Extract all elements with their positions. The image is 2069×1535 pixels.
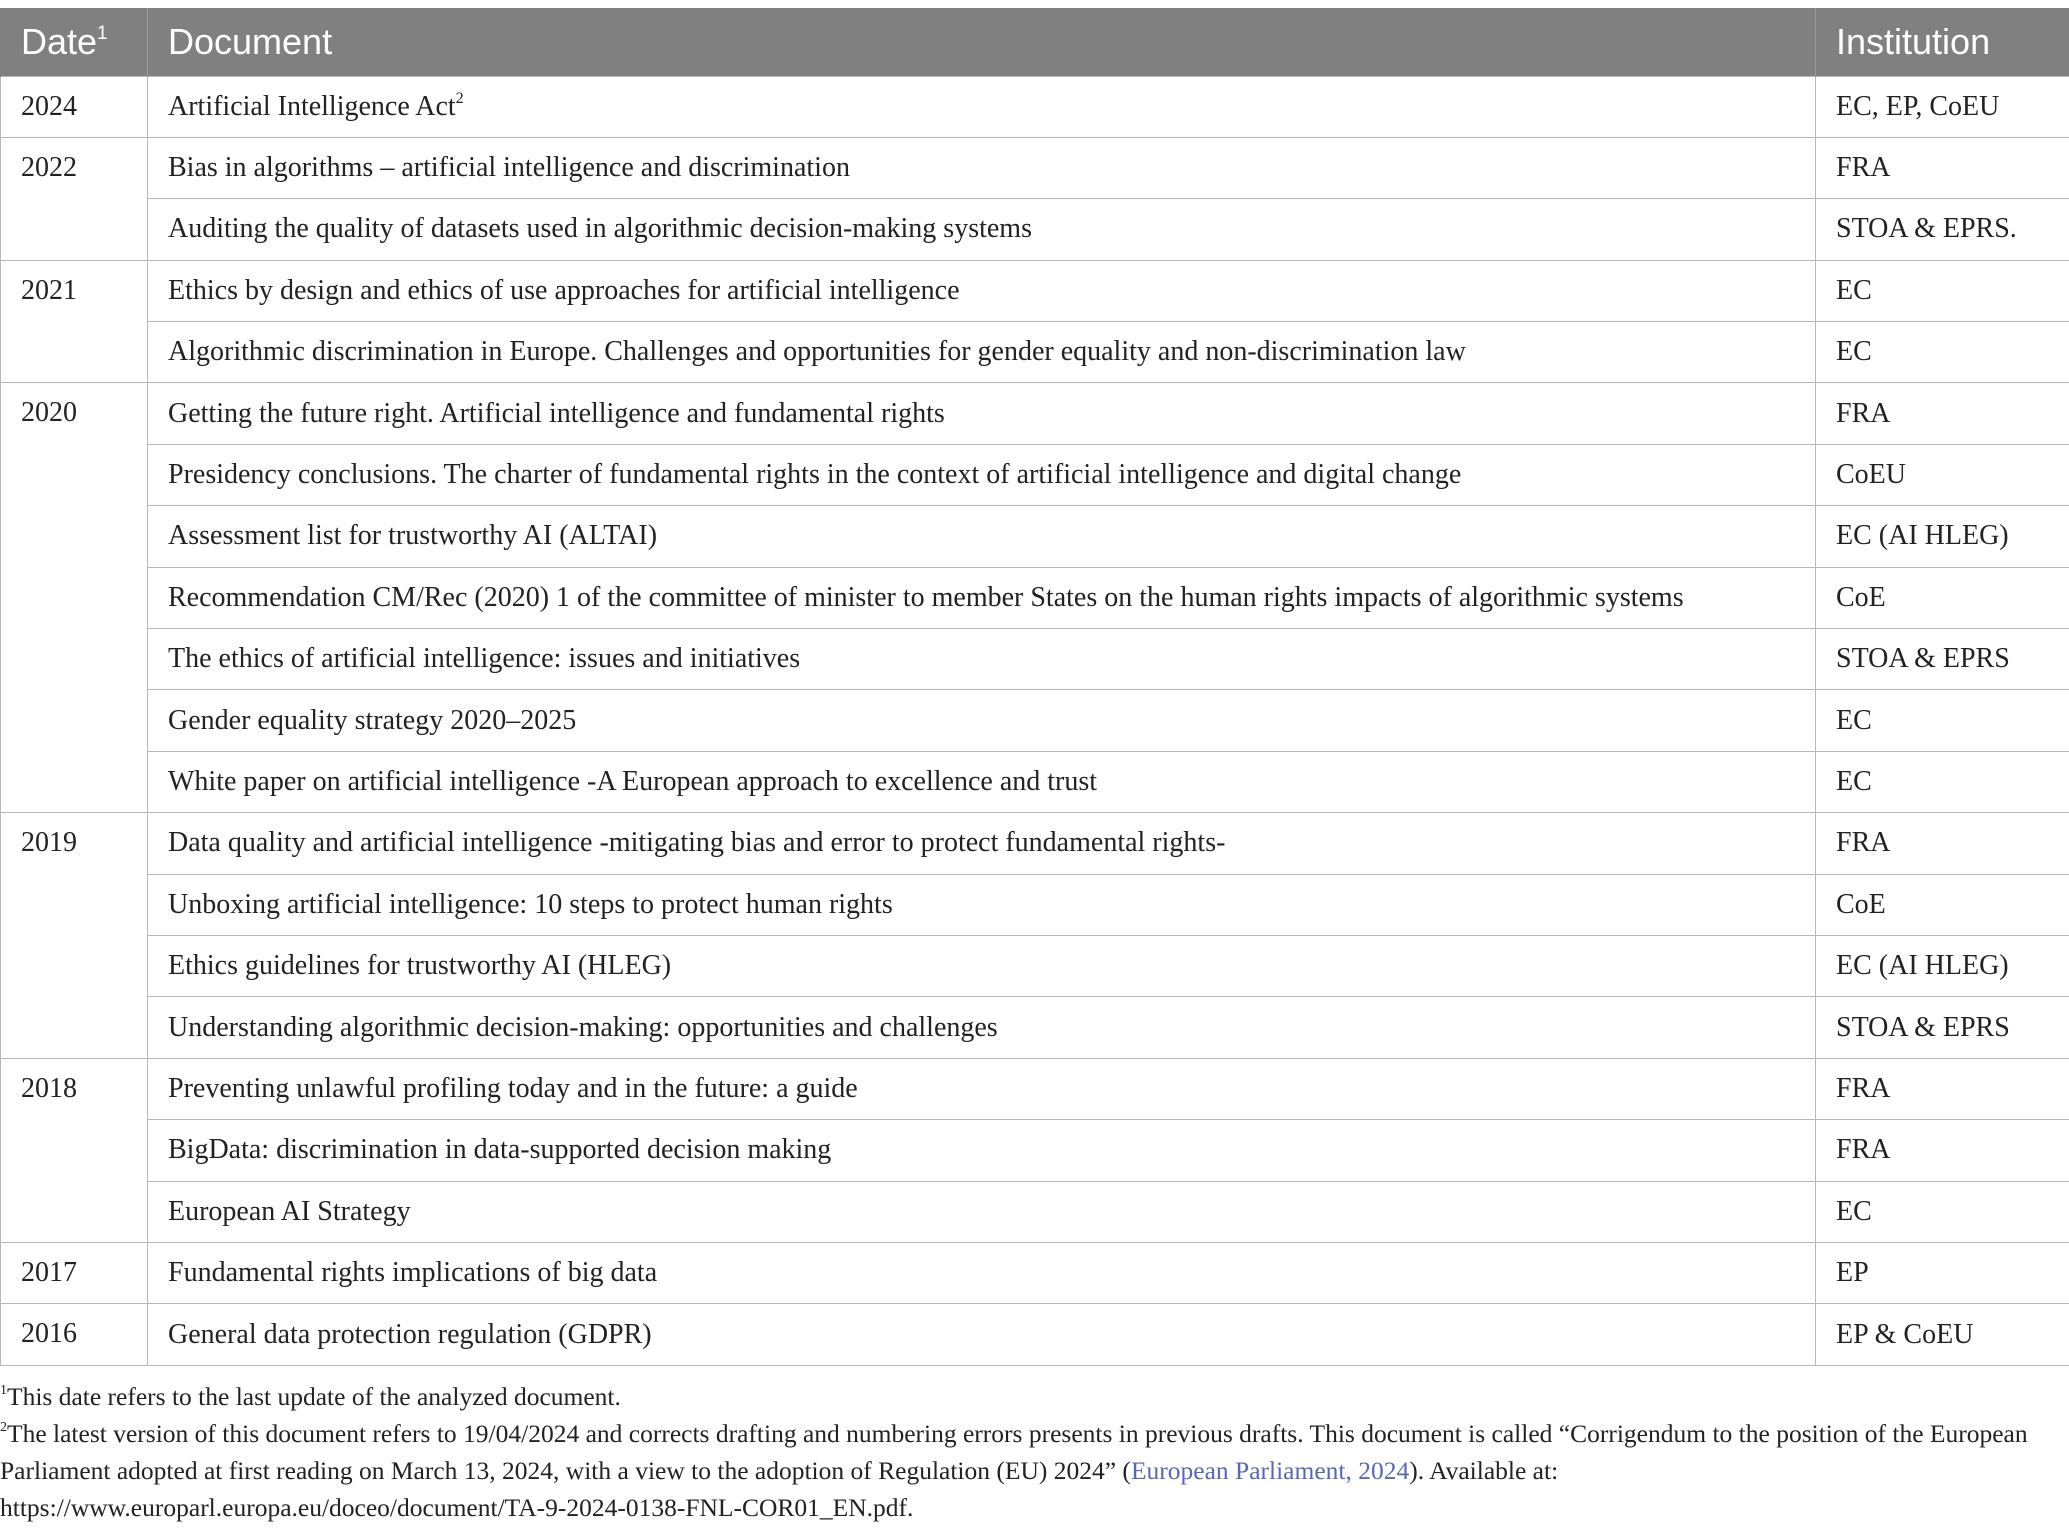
document-title: Ethics by design and ethics of use approaches for artificial intelligence bbox=[168, 274, 960, 306]
document-title: The ethics of artificial intelligence: issues and initiatives bbox=[168, 643, 801, 675]
document-cell bbox=[148, 1058, 1816, 1119]
table-row bbox=[1, 322, 2069, 383]
institution-cell: STOA & EPRS bbox=[1816, 629, 2069, 690]
document-cell bbox=[148, 751, 1816, 812]
table-row bbox=[1, 137, 2069, 198]
document-cell bbox=[148, 1242, 1816, 1303]
document-title: Algorithmic discrimination in Europe. Challenges and opportunities for gender equality and non-discrimination law bbox=[168, 336, 1466, 368]
document-title: Assessment list for trustworthy AI (ALTAI) bbox=[168, 520, 658, 552]
document-cell bbox=[148, 199, 1816, 260]
table-row bbox=[1, 935, 2069, 996]
document-cell bbox=[148, 997, 1816, 1058]
header-institution: Institution bbox=[1816, 8, 2069, 76]
table-row bbox=[1, 567, 2069, 628]
document-cell bbox=[148, 567, 1816, 628]
institution-cell: FRA bbox=[1816, 383, 2069, 444]
documents-table bbox=[0, 8, 2069, 1366]
table-row bbox=[1, 506, 2069, 567]
institution-cell: FRA bbox=[1816, 1120, 2069, 1181]
footnote-2-marker: 2 bbox=[0, 1419, 7, 1435]
institution-cell: EC, EP, CoEU bbox=[1816, 76, 2069, 137]
table-row bbox=[1, 690, 2069, 751]
document-cell bbox=[148, 874, 1816, 935]
document-cell bbox=[148, 383, 1816, 444]
document-cell bbox=[148, 444, 1816, 505]
document-title: Artificial Intelligence Act bbox=[168, 90, 456, 122]
document-title: Preventing unlawful profiling today and in the future: a guide bbox=[168, 1072, 858, 1104]
document-title: White paper on artificial intelligence -A European approach to excellence and trust bbox=[168, 765, 1098, 797]
document-cell bbox=[148, 76, 1816, 137]
table-row bbox=[1, 874, 2069, 935]
year-cell: 2016 bbox=[1, 1304, 148, 1365]
document-cell bbox=[148, 813, 1816, 874]
institution-cell: CoE bbox=[1816, 874, 2069, 935]
document-cell bbox=[148, 935, 1816, 996]
table-header bbox=[1, 8, 2069, 76]
document-cell bbox=[148, 137, 1816, 198]
table-row bbox=[1, 629, 2069, 690]
year-cell: 2019 bbox=[1, 813, 148, 1059]
document-footnote-marker: 2 bbox=[455, 89, 464, 107]
document-cell bbox=[148, 322, 1816, 383]
table-row bbox=[1, 1181, 2069, 1242]
document-cell bbox=[148, 1120, 1816, 1181]
document-cell bbox=[148, 629, 1816, 690]
document-cell bbox=[148, 1181, 1816, 1242]
year-cell: 2021 bbox=[1, 260, 148, 383]
institution-cell: FRA bbox=[1816, 1058, 2069, 1119]
table-row bbox=[1, 260, 2069, 321]
institution-cell: FRA bbox=[1816, 813, 2069, 874]
footnote-1-text: This date refers to the last update of the analyzed document. bbox=[7, 1381, 621, 1411]
footnote-2-citation-link[interactable]: European Parliament, 2024 bbox=[1130, 1455, 1410, 1485]
document-title: Data quality and artificial intelligence -mitigating bias and error to protect fundamental rights- bbox=[168, 827, 1226, 859]
document-title: BigData: discrimination in data-supported decision making bbox=[168, 1134, 832, 1166]
table-row bbox=[1, 997, 2069, 1058]
institution-cell: EC bbox=[1816, 260, 2069, 321]
document-title: Presidency conclusions. The charter of fundamental rights in the context of artificial intelligence and digital change bbox=[168, 459, 1462, 491]
year-cell: 2018 bbox=[1, 1058, 148, 1242]
table-row bbox=[1, 813, 2069, 874]
document-title: European AI Strategy bbox=[168, 1195, 411, 1227]
header-date-footnote-marker: 1 bbox=[97, 22, 108, 44]
document-title: Unboxing artificial intelligence: 10 steps to protect human rights bbox=[168, 888, 893, 920]
year-cell: 2024 bbox=[1, 76, 148, 137]
document-cell bbox=[148, 506, 1816, 567]
document-cell bbox=[148, 1304, 1816, 1365]
document-title: Fundamental rights implications of big data bbox=[168, 1257, 658, 1289]
footnote-1 bbox=[0, 1378, 2065, 1415]
year-cell: 2020 bbox=[1, 383, 148, 813]
table-row bbox=[1, 383, 2069, 444]
institution-cell: EC (AI HLEG) bbox=[1816, 506, 2069, 567]
table-row bbox=[1, 751, 2069, 812]
document-title: Ethics guidelines for trustworthy AI (HLEG) bbox=[168, 950, 672, 982]
table-row bbox=[1, 1304, 2069, 1365]
institution-cell: EP bbox=[1816, 1242, 2069, 1303]
document-title: Recommendation CM/Rec (2020) 1 of the committee of minister to member States on the human rights impacts of algorithmic systems bbox=[168, 581, 1684, 613]
document-title: Getting the future right. Artificial intelligence and fundamental rights bbox=[168, 397, 945, 429]
institution-cell: EP & CoEU bbox=[1816, 1304, 2069, 1365]
header-document: Document bbox=[148, 8, 1816, 76]
header-date-label: Date bbox=[21, 20, 98, 62]
header-row bbox=[1, 8, 2069, 76]
table-row bbox=[1, 1058, 2069, 1119]
institution-cell: EC bbox=[1816, 690, 2069, 751]
document-title: Auditing the quality of datasets used in algorithmic decision-making systems bbox=[168, 213, 1032, 245]
institution-cell: CoEU bbox=[1816, 444, 2069, 505]
document-title: General data protection regulation (GDPR) bbox=[168, 1318, 652, 1350]
institution-cell: EC (AI HLEG) bbox=[1816, 935, 2069, 996]
table-row bbox=[1, 199, 2069, 260]
institution-cell: EC bbox=[1816, 1181, 2069, 1242]
institution-cell: FRA bbox=[1816, 137, 2069, 198]
year-cell: 2022 bbox=[1, 137, 148, 260]
footnote-1-marker: 1 bbox=[0, 1382, 7, 1398]
year-cell: 2017 bbox=[1, 1242, 148, 1303]
footnote-2-text-before: The latest version of this document refers to 19/04/2024 and corrects drafting and numbering errors presents in previous drafts. This document is called “Corrigendum to the position of the European Parliament adopted at first reading on March 13, 2024, with a view to the adoption of Regulation (EU) 2024” ( bbox=[0, 1418, 2028, 1485]
document-page bbox=[0, 8, 2069, 1526]
footnote-2 bbox=[0, 1415, 2065, 1526]
footnotes bbox=[0, 1378, 2069, 1526]
document-title: Understanding algorithmic decision-making: opportunities and challenges bbox=[168, 1011, 998, 1043]
document-cell bbox=[148, 260, 1816, 321]
document-cell bbox=[148, 690, 1816, 751]
institution-cell: EC bbox=[1816, 322, 2069, 383]
document-title: Gender equality strategy 2020–2025 bbox=[168, 704, 577, 736]
institution-cell: CoE bbox=[1816, 567, 2069, 628]
document-title: Bias in algorithms – artificial intelligence and discrimination bbox=[168, 152, 850, 184]
table-body bbox=[1, 76, 2069, 1365]
table-row bbox=[1, 1120, 2069, 1181]
institution-cell: EC bbox=[1816, 751, 2069, 812]
footnote-2-text-after: ). Available at: https://www.europarl.europa.eu/doceo/document/TA-9-2024-0138-FNL-COR01_EN.pdf. bbox=[0, 1455, 1559, 1522]
table-row bbox=[1, 444, 2069, 505]
table-row bbox=[1, 76, 2069, 137]
institution-cell: STOA & EPRS. bbox=[1816, 199, 2069, 260]
header-date bbox=[1, 8, 148, 76]
institution-cell: STOA & EPRS bbox=[1816, 997, 2069, 1058]
table-row bbox=[1, 1242, 2069, 1303]
